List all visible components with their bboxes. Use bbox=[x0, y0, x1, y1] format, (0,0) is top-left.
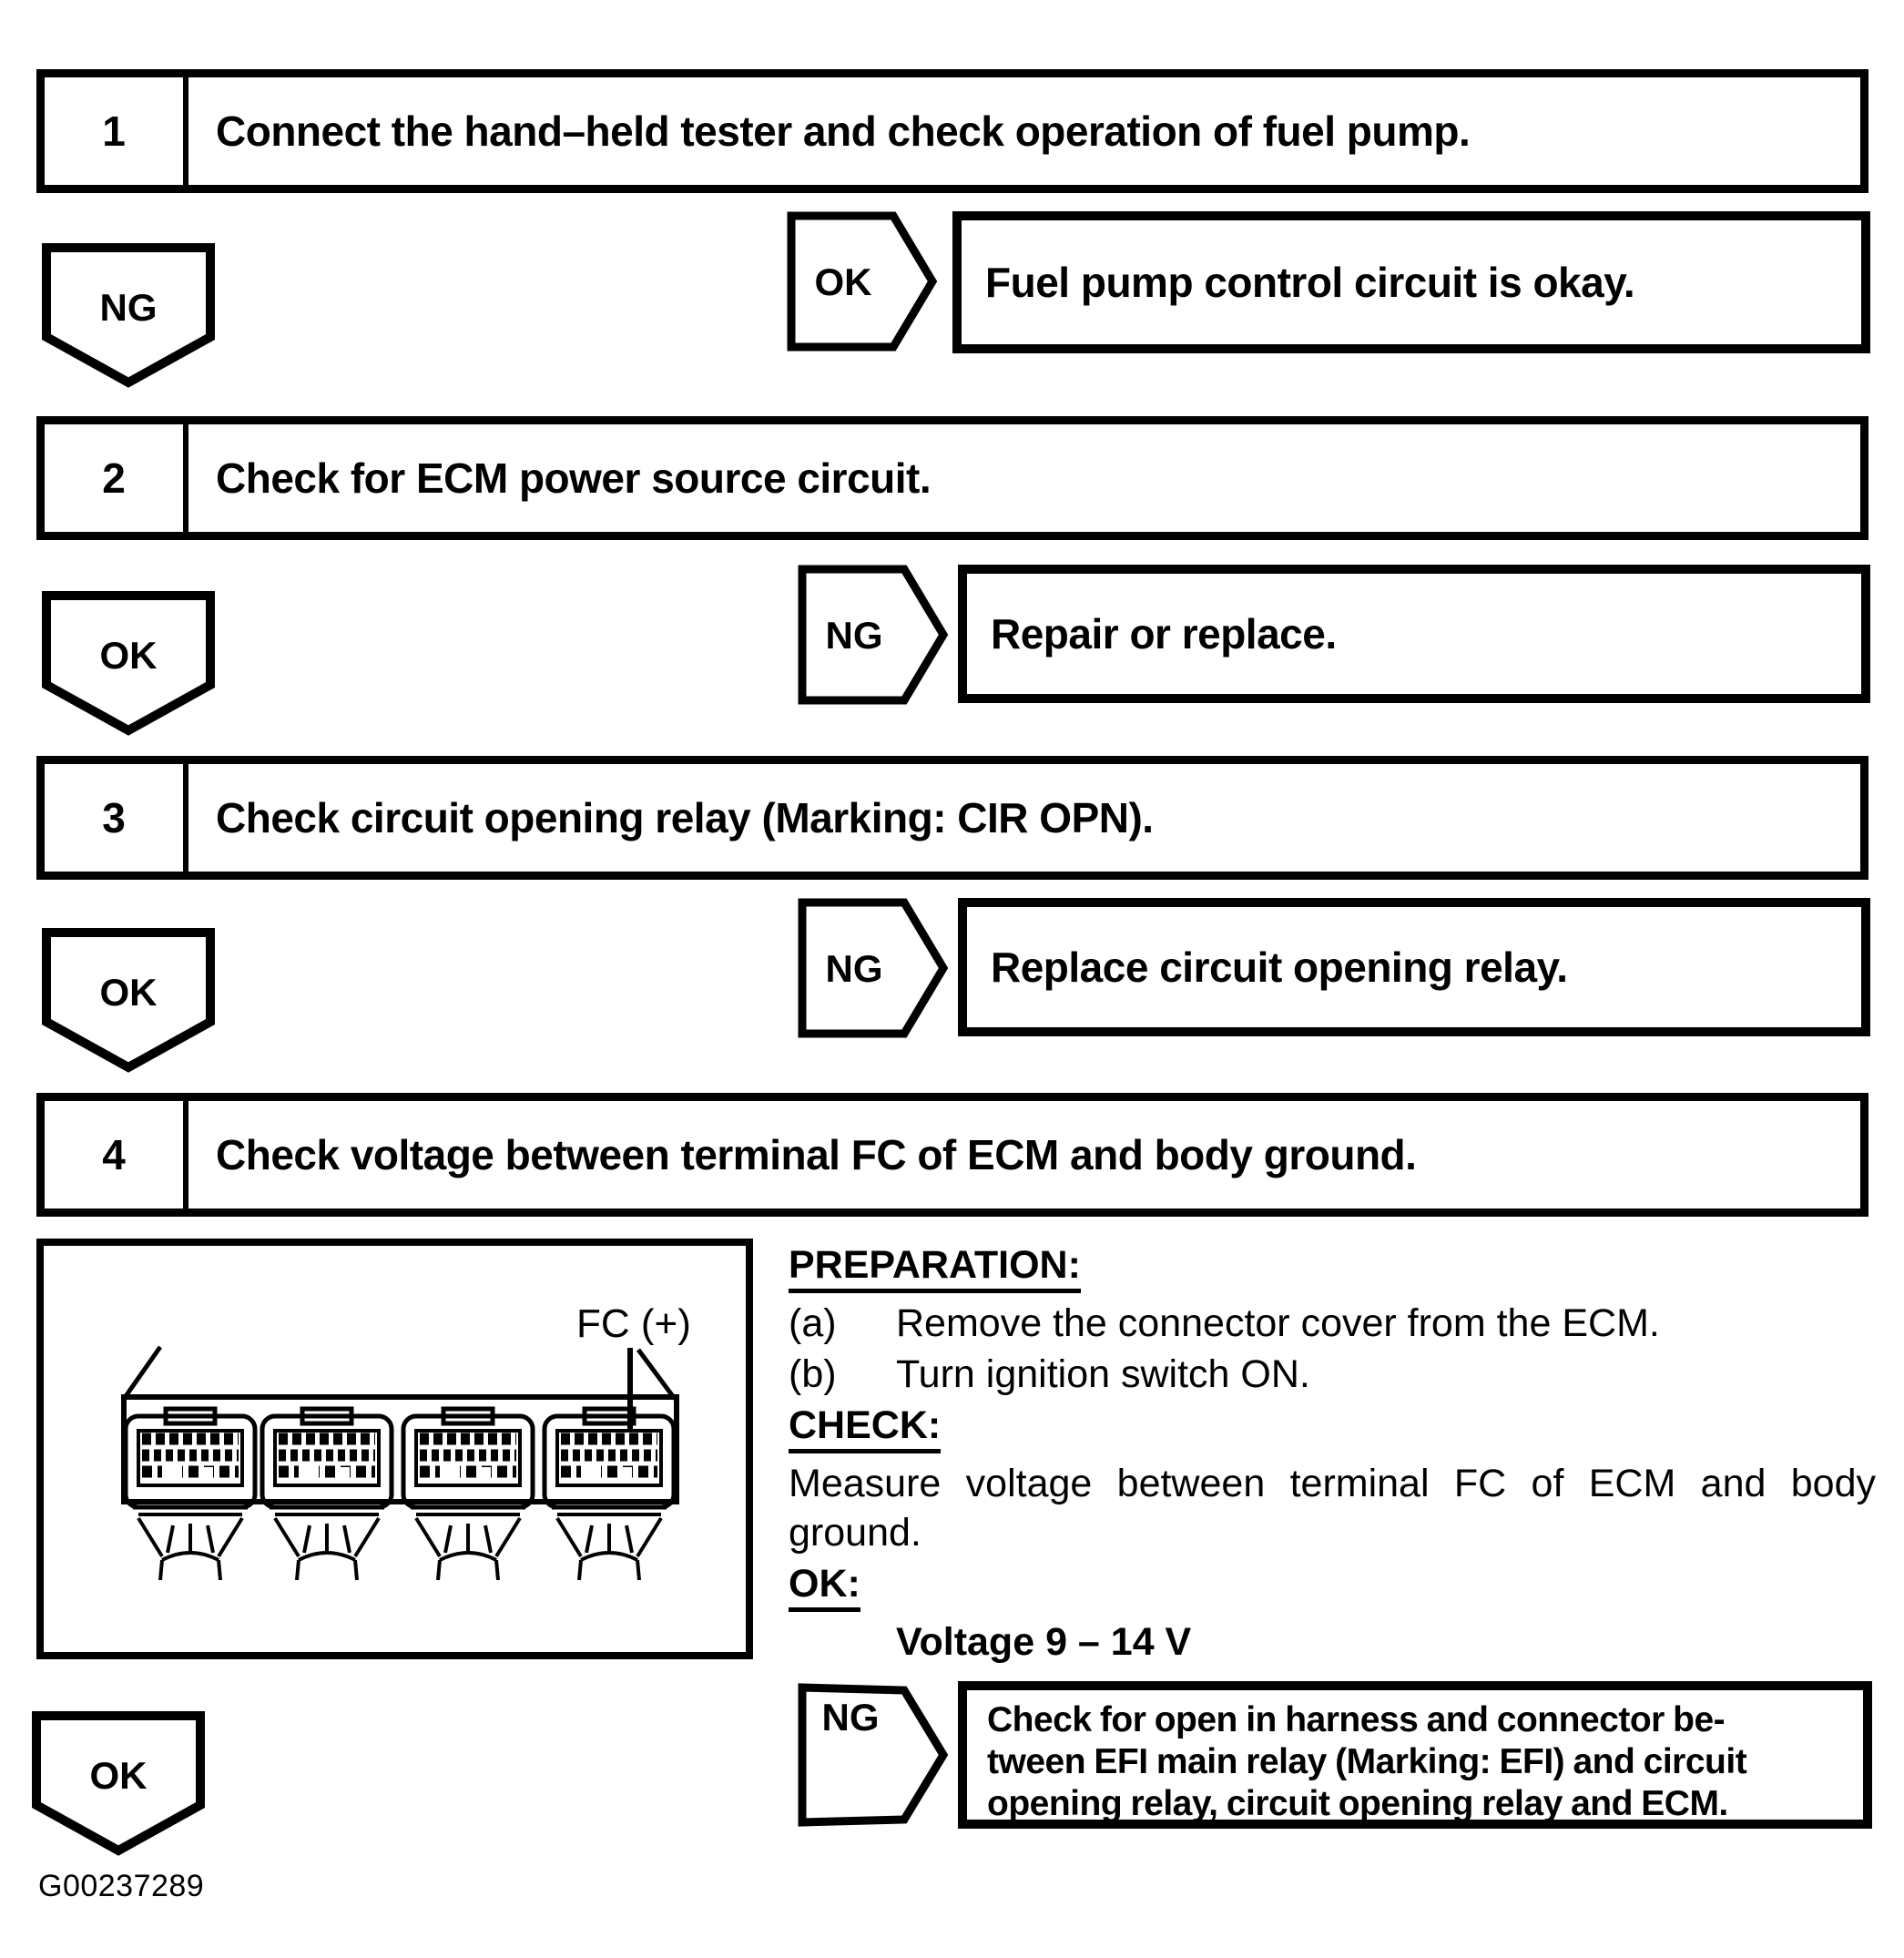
result-box-2: Repair or replace. bbox=[958, 565, 1870, 703]
down-arrow-label: OK bbox=[99, 971, 158, 1014]
check-text-line-2: ground. bbox=[789, 1511, 921, 1555]
flow-right-arrow-ok-1 bbox=[787, 211, 938, 352]
result-line: tween EFI main relay (Marking: EFI) and circuit bbox=[987, 1742, 1747, 1781]
preparation-item-a bbox=[789, 1300, 1876, 1346]
right-arrow-label: OK bbox=[814, 260, 872, 303]
result-box-4 bbox=[958, 1681, 1872, 1829]
down-arrow-label: NG bbox=[99, 286, 158, 329]
connector-block-1 bbox=[126, 1409, 255, 1580]
step4-detail-text bbox=[789, 1242, 1876, 1665]
flow-right-arrow-ng-4 bbox=[798, 1683, 949, 1827]
step-box-1 bbox=[36, 69, 1868, 193]
down-arrow-label: OK bbox=[89, 1754, 148, 1797]
step-number: 4 bbox=[45, 1101, 188, 1208]
step-title: Check circuit opening relay (Marking: CIR OPN). bbox=[216, 794, 1154, 841]
result-box-1: Fuel pump control circuit is okay. bbox=[952, 211, 1870, 353]
step-title: Check for ECM power source circuit. bbox=[216, 454, 932, 502]
step-number: 2 bbox=[45, 424, 188, 532]
right-arrow-label: NG bbox=[821, 1696, 880, 1739]
step-number: 3 bbox=[45, 764, 188, 872]
preparation-heading: PREPARATION: bbox=[789, 1242, 1876, 1293]
result-line: opening relay, circuit opening relay and ECM. bbox=[987, 1784, 1728, 1823]
step-box-2 bbox=[36, 416, 1868, 540]
connector-block-4 bbox=[545, 1409, 674, 1580]
flow-down-arrow-ok-4 bbox=[31, 1710, 206, 1858]
item-text: Remove the connector cover from the ECM. bbox=[896, 1301, 1660, 1345]
step-box-4 bbox=[36, 1093, 1868, 1217]
step-title: Connect the hand–held tester and check operation of fuel pump. bbox=[216, 107, 1471, 155]
item-marker: (a) bbox=[789, 1301, 837, 1345]
flow-down-arrow-ng-1 bbox=[41, 242, 216, 390]
item-text: Turn ignition switch ON. bbox=[896, 1352, 1310, 1396]
check-heading: CHECK: bbox=[789, 1402, 1876, 1453]
preparation-item-b bbox=[789, 1351, 1876, 1397]
flow-right-arrow-ng-3 bbox=[798, 898, 949, 1038]
ok-specification: Voltage 9 – 14 V bbox=[896, 1620, 1192, 1664]
flow-down-arrow-ok-3 bbox=[41, 927, 216, 1075]
item-marker: (b) bbox=[789, 1352, 837, 1396]
step-number: 1 bbox=[45, 77, 188, 185]
step-box-3 bbox=[36, 756, 1868, 880]
connector-block-2 bbox=[262, 1409, 392, 1580]
check-text-line-1: Measure voltage between terminal FC of ECM and body bbox=[789, 1462, 1876, 1505]
figure-code: G00237289 bbox=[38, 1869, 205, 1903]
step-title: Check voltage between terminal FC of ECM and body ground. bbox=[216, 1131, 1417, 1178]
right-arrow-label: NG bbox=[825, 947, 883, 990]
down-arrow-label: OK bbox=[99, 634, 158, 677]
right-arrow-label: NG bbox=[825, 614, 883, 657]
result-box-3: Replace circuit opening relay. bbox=[958, 898, 1870, 1036]
result-line: Check for open in harness and connector be- bbox=[987, 1700, 1726, 1739]
ok-heading: OK: bbox=[789, 1561, 1876, 1612]
flow-down-arrow-ok-2 bbox=[41, 590, 216, 738]
connector-block-3 bbox=[403, 1409, 533, 1580]
ecm-connector-figure bbox=[36, 1239, 753, 1659]
fc-terminal-label: FC (+) bbox=[576, 1301, 691, 1346]
flow-right-arrow-ng-2 bbox=[798, 565, 949, 705]
